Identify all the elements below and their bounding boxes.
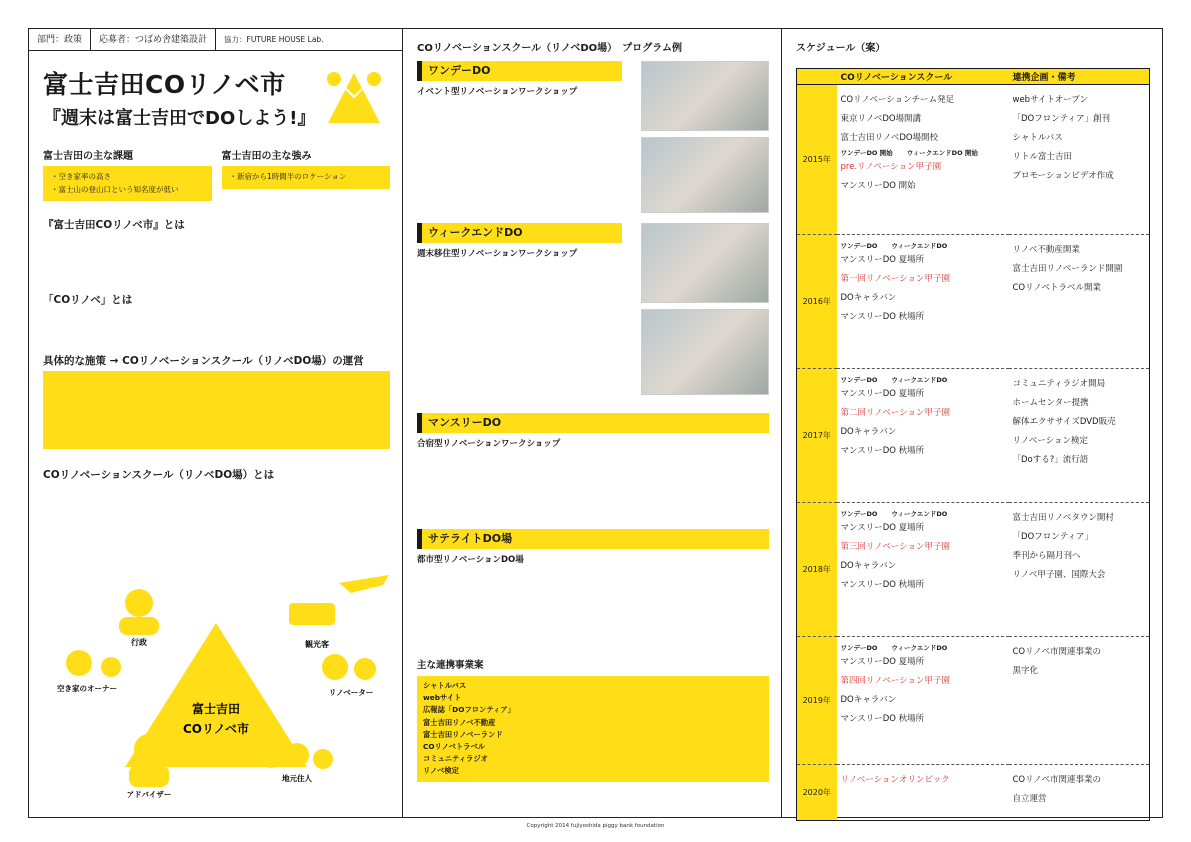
diagram-center-line1: 富士吉田	[191, 702, 241, 716]
event-highlight: 第一回リノベーション甲子園	[840, 274, 950, 284]
program-subtitle: イベント型リノベーションワークショップ	[417, 87, 578, 97]
year-col-header	[797, 69, 837, 85]
middle-column	[403, 29, 782, 817]
notes-col-header: 連携企画・備考	[1009, 69, 1150, 85]
note-item: 季刊から隔月刊へ	[1012, 551, 1081, 561]
note-item: 「DOフロンティア」	[1012, 532, 1094, 542]
partner-item: リノベ検定	[423, 766, 459, 776]
schedule-body	[797, 85, 1150, 821]
school-event: マンスリーDO 秋場所	[840, 580, 925, 590]
note-item: リノベ甲子園、国際大会	[1012, 570, 1106, 580]
note-item: 「DOフロンティア」創刊	[1012, 114, 1111, 124]
issue-item: ・空き家率の高さ	[51, 172, 111, 181]
session-pair	[841, 241, 1005, 251]
section-co-renovation	[29, 292, 402, 307]
year-cell: 2020年	[797, 765, 837, 821]
program-subtitle: 都市型リノベーションDO場	[417, 555, 524, 565]
left-column	[29, 29, 403, 817]
school-event: マンスリーDO 秋場所	[840, 714, 925, 724]
note-item: COリノベトラベル開業	[1012, 283, 1101, 293]
program-monthly	[417, 413, 769, 529]
partners-heading: 主な連携事業案	[417, 660, 484, 671]
schedule-table	[796, 68, 1150, 821]
school-event: マンスリーDO 夏場所	[840, 657, 925, 667]
node-label: 観光客	[305, 640, 329, 649]
person-icon	[119, 589, 159, 635]
schedule-row	[797, 765, 1150, 821]
session-label: ワンデーDO	[840, 242, 878, 250]
school-cell	[837, 765, 1009, 821]
partner-item: COリノベトラベル	[423, 742, 486, 752]
section-school	[29, 467, 402, 482]
note-item: リノベーション検定	[1012, 436, 1088, 446]
session-label: ウィークエンドDO	[891, 510, 948, 518]
school-event: COリノベーションチーム発足	[840, 95, 955, 105]
note-item: 解体エクササイズDVD販売	[1012, 417, 1116, 427]
program-oneday	[417, 61, 769, 223]
partners-block	[417, 657, 769, 782]
collab-label: 協力：FUTURE HOUSE Lab.	[224, 35, 324, 44]
year-cell: 2019年	[797, 637, 837, 765]
note-item: 自立運営	[1012, 794, 1047, 804]
session-pair	[841, 375, 1005, 385]
school-event: マンスリーDO 夏場所	[840, 523, 925, 533]
year-cell: 2016年	[797, 235, 837, 369]
program-name: ウィークエンドDO	[417, 223, 622, 243]
schedule-header-row	[797, 69, 1150, 85]
right-column	[782, 29, 1164, 817]
program-name: ワンデーDO	[417, 61, 622, 81]
strengths-box	[222, 166, 391, 189]
note-item: コミュニティラジオ開局	[1012, 379, 1106, 389]
note-item: 黒字化	[1012, 666, 1039, 676]
measures-box	[43, 371, 390, 449]
schedule-heading: スケジュール（案）	[796, 43, 886, 54]
school-col-header: COリノベーションスクール	[837, 69, 1009, 85]
issues-strengths	[29, 147, 402, 201]
renovation-photo	[641, 309, 769, 395]
notes-cell	[1009, 765, 1150, 821]
school-event: マンスリーDO 夏場所	[840, 389, 925, 399]
couple-icon	[322, 654, 376, 680]
session-label: ウィークエンドDO 開始	[906, 149, 978, 157]
issue-item: ・富士山の登山口という知名度が低い	[51, 184, 179, 194]
partner-item: 富士吉田リノベーランド	[423, 729, 503, 739]
node-label: リノベーター	[328, 688, 374, 697]
school-event: マンスリーDO 開始	[840, 181, 916, 191]
airplane-icon	[339, 575, 389, 593]
school-event: マンスリーDO 秋場所	[840, 312, 925, 322]
notes-cell	[1009, 85, 1150, 235]
node-label: 行政	[131, 638, 147, 647]
event-highlight: pre.リノベーション甲子園	[840, 162, 942, 172]
issues-heading: 富士吉田の主な課題	[43, 151, 133, 162]
note-item: 富士吉田リノベーランド開園	[1012, 264, 1123, 274]
sub-title: 『週末は富士吉田でDOしよう!』	[43, 108, 316, 129]
school-event: 東京リノベDO場開講	[840, 114, 922, 124]
strengths-block	[222, 147, 391, 201]
note-item: 富士吉田リノベタウン開村	[1012, 513, 1114, 523]
note-item: リノベ不動産開業	[1012, 245, 1080, 255]
workshop-photo	[641, 137, 769, 213]
section-heading: 具体的な施策 → COリノベーションスクール（リノベDO場）の運営	[43, 355, 364, 367]
section-measures	[29, 353, 402, 449]
section-heading: 「COリノベ」とは	[43, 294, 133, 306]
year-cell: 2017年	[797, 369, 837, 503]
note-item: COリノベ市関連事業の	[1012, 647, 1101, 657]
note-item: COリノベ市関連事業の	[1012, 775, 1101, 785]
applicant-label: 応募者：つばめ舎建築設計	[91, 29, 216, 50]
residents-icon	[260, 743, 333, 769]
session-label: ワンデーDO	[840, 510, 878, 518]
school-cell	[837, 85, 1009, 235]
issues-box	[43, 166, 212, 201]
school-event: DOキャラバン	[840, 561, 897, 571]
program-weekend	[417, 223, 769, 413]
issues-block	[43, 147, 212, 201]
partner-item: webサイト	[423, 693, 462, 703]
session-label: ウィークエンドDO	[891, 242, 948, 250]
partner-item: 富士吉田リノベ不動産	[423, 717, 496, 727]
stakeholder-diagram	[39, 571, 393, 811]
school-cell	[837, 369, 1009, 503]
title-block	[29, 51, 402, 147]
schedule-row	[797, 369, 1150, 503]
note-item: 「Doする?」流行語	[1012, 455, 1089, 465]
partner-item: コミュニティラジオ	[423, 754, 488, 764]
notes-cell	[1009, 369, 1150, 503]
year-cell: 2015年	[797, 85, 837, 235]
notes-cell	[1009, 235, 1150, 369]
schedule-row	[797, 503, 1150, 637]
session-label: ワンデーDO	[840, 376, 878, 384]
note-item: プロモーションビデオ作成	[1012, 171, 1114, 181]
note-item: ホームセンター提携	[1012, 398, 1089, 408]
notes-cell	[1009, 503, 1150, 637]
school-event: DOキャラバン	[840, 695, 897, 705]
program-satellite	[417, 529, 769, 653]
school-cell	[837, 503, 1009, 637]
event-highlight: リノベーションオリンピック	[840, 775, 950, 785]
workshop-photo	[641, 61, 769, 131]
session-pair	[841, 643, 1005, 653]
section-heading: 『富士吉田COリノベ市』とは	[43, 219, 185, 231]
copyright: Copyright 2014 fujiyoshida piggy bank foundation	[526, 823, 665, 829]
session-pair	[841, 509, 1005, 519]
session-label: ワンデーDO	[840, 644, 878, 652]
bus-icon	[289, 603, 335, 625]
programs-heading: COリノベーションスクール（リノベDO場） プログラム例	[417, 43, 683, 54]
partner-item: シャトルバス	[423, 681, 467, 690]
notes-cell	[1009, 637, 1150, 765]
program-subtitle: 週末移住型リノベーションワークショップ	[417, 249, 578, 259]
partner-item: 広報誌「DOフロンティア」	[423, 705, 515, 715]
year-cell: 2018年	[797, 503, 837, 637]
program-name: マンスリーDO	[417, 413, 769, 433]
schedule-row	[797, 637, 1150, 765]
school-event: DOキャラバン	[840, 293, 897, 303]
header-bar	[29, 29, 402, 51]
note-item: シャトルバス	[1012, 133, 1063, 143]
diagram-center-line2: COリノベ市	[182, 722, 250, 736]
school-event: 富士吉田リノベDO場開校	[840, 133, 939, 143]
section-about	[29, 217, 402, 232]
section-heading: COリノベーションスクール（リノベDO場）とは	[43, 469, 275, 481]
session-label: ウィークエンドDO	[891, 376, 948, 384]
renovation-photo	[641, 223, 769, 303]
note-item: webサイトオープン	[1012, 95, 1088, 105]
event-highlight: 第四回リノベーション甲子園	[840, 676, 950, 686]
event-highlight: 第三回リノベーション甲子園	[840, 542, 950, 552]
session-label: ワンデーDO 開始	[840, 149, 893, 157]
school-event: マンスリーDO 夏場所	[840, 255, 925, 265]
node-label: 地元住人	[282, 774, 312, 783]
node-label: 空き家のオーナー	[57, 684, 117, 693]
strengths-heading: 富士吉田の主な強み	[221, 151, 312, 162]
strength-item: ・新宿から1時間半のロケーション	[229, 172, 347, 181]
schedule-row	[797, 235, 1150, 369]
event-highlight: 第二回リノベーション甲子園	[840, 408, 950, 418]
program-name: サテライトDO場	[417, 529, 769, 549]
school-event: DOキャラバン	[840, 427, 897, 437]
school-event: マンスリーDO 秋場所	[840, 446, 925, 456]
school-cell	[837, 235, 1009, 369]
main-title: 富士吉田COリノベ市	[43, 70, 286, 99]
session-pair	[841, 148, 1005, 158]
partners-box	[417, 676, 769, 782]
program-subtitle: 合宿型リノベーションワークショップ	[417, 439, 561, 449]
session-label: ウィークエンドDO	[891, 644, 948, 652]
dept-label: 部門：政策	[29, 29, 91, 50]
node-label: アドバイザー	[126, 790, 172, 799]
note-item: リトル富士吉田	[1012, 152, 1073, 162]
school-cell	[837, 637, 1009, 765]
brochure-page	[28, 28, 1163, 818]
schedule-row	[797, 85, 1150, 235]
family-icon	[66, 650, 121, 677]
mountain-logo-icon	[324, 67, 384, 127]
